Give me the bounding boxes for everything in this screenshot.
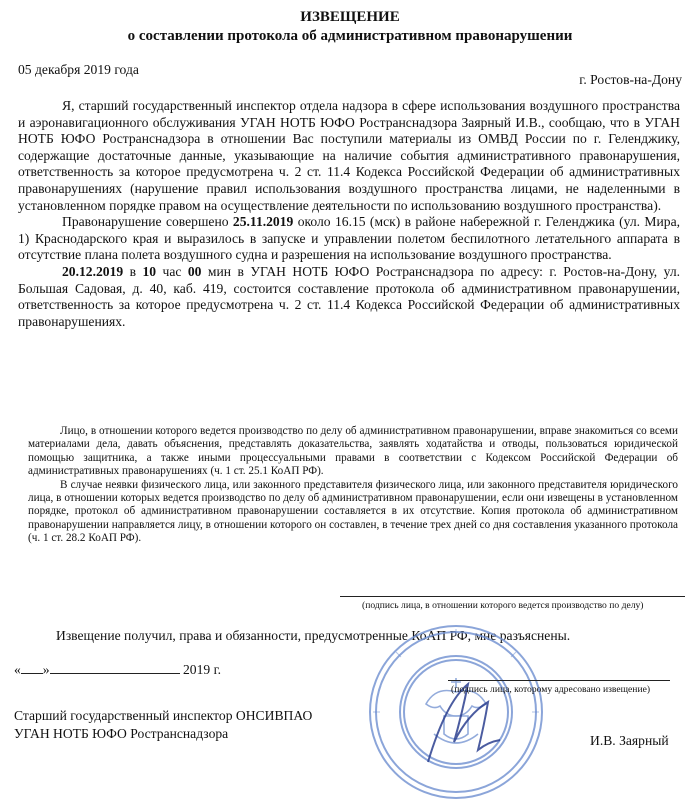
signature-caption-recipient: (подпись лица, которому адресовано извещение) <box>451 684 651 695</box>
document-title: ИЗВЕЩЕНИЕ <box>300 9 400 25</box>
signature-line-offender <box>340 596 685 597</box>
receipt-date-field[interactable]: « » 2019 г. <box>14 662 222 677</box>
inspector-department: УГАН НОТБ ЮФО Ространснадзора <box>14 726 229 741</box>
offense-date: 25.11.2019 <box>232 214 294 230</box>
document-subtitle: о составлении протокола об административном правонарушении <box>127 28 573 44</box>
paragraph-absence: В случае неявки физического лица, или законного представителя физического лица, или законного представителя юридического лица, в отношении которых ведется производство по делу об административном правонарушении, если они извещены в установленном порядке, протокол об административном правонарушении составляется в их отсутствие. Копия протокола об административном правонарушении направляется лицу, в отношении которого он составлен, в течение трех дней со дня составления указанного протокола (ч. 1 ст. 28.2 КоАП РФ). <box>28 478 678 545</box>
main-body <box>18 98 680 330</box>
paragraph-hearing: 20.12.2019 в 10 час 00 мин в УГАН НОТБ ЮФО Ространснадзора по адресу: г. Ростов-на-Дону, ул. Большая Садовая, д. 40, каб. 419, состоится составление протокола об административном правонарушении, ответственность за которое предусмотрена ч. 2 ст. 11.4 Кодекса Российской Федерации об административных правонарушениях. <box>18 263 681 329</box>
hearing-minute: 00 <box>187 263 202 279</box>
receipt-statement: Извещение получил, права и обязанности, предусмотренные КоАП РФ, мне разъяснены. <box>56 628 571 643</box>
official-seal-icon <box>356 612 556 812</box>
document-date: 05 декабря 2019 года <box>18 62 139 77</box>
hearing-hour: 10 <box>142 263 157 279</box>
paragraph-offense: Правонарушение совершено 25.11.2019 около 16.15 (мск) в районе набережной г. Геленджика (ул. Мира, 1) Краснодарского края и выразилось в запуске и управлении полетом беспилотного летательного аппарата в отсутствие плана полета воздушного судна и разрешения на использование воздушного пространства. <box>18 214 681 263</box>
inspector-position: Старший государственный инспектор ОНСИВПАО <box>14 708 313 723</box>
signature-caption-offender: (подпись лица, в отношении которого ведется производство по делу) <box>362 600 644 611</box>
signature-line-recipient <box>448 680 670 681</box>
paragraph-rights: Лицо, в отношении которого ведется производство по делу об административном правонарушении, вправе знакомиться со всеми материалами дела, давать объяснения, представлять доказательства, заявлять ходатайства и отводы, пользоваться юридической помощью защитника, а также иными процессуальными правами в соответствии с Кодексом Российской Федерации об административных правонарушениях (ч. 1 ст. 25.1 КоАП РФ). <box>28 425 678 478</box>
paragraph-notice: Я, старший государственный инспектор отдела надзора в сфере использования воздушного пространства и аэронавигационного обслуживания УГАН НОТБ ЮФО Ространснадзора Заярный И.В., сообщаю, что в УГАН НОТБ ЮФО Ространснадзора в отношении Вас поступили материалы из ОМВД России по г. Геленджику, содержащие достаточные данные, указывающие на наличие события административного правонарушения, ответственность за которое предусмотрена ч. 2 ст. 11.4 Кодекса Российской Федерации об административных правонарушениях (нарушение правил использования воздушного пространства лицами, не наделенными в установленном порядке правом на осуществление деятельности по использованию воздушного пространства). <box>18 98 680 213</box>
document-city: г. Ростов-на-Дону <box>579 72 682 87</box>
hearing-date: 20.12.2019 <box>62 263 124 279</box>
rights-section <box>28 425 678 546</box>
receipt-year: 2019 г. <box>183 662 222 677</box>
inspector-name: И.В. Заярный <box>590 733 669 748</box>
